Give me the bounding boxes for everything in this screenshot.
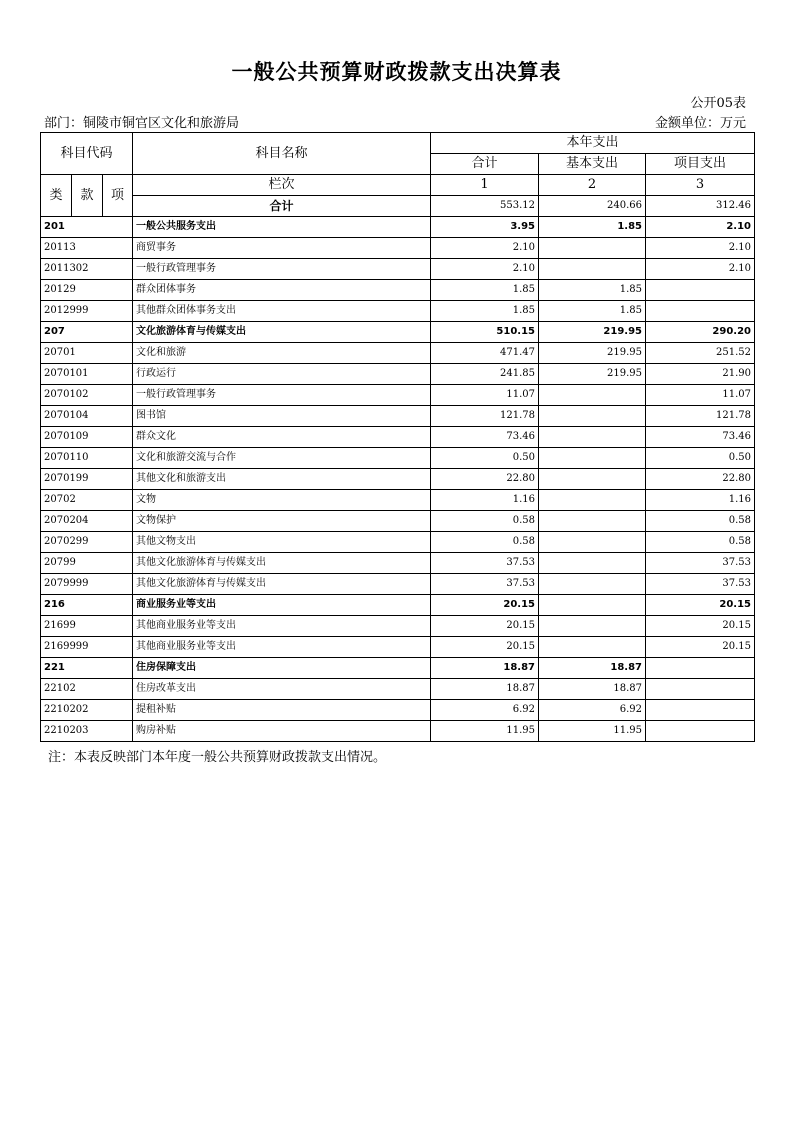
row-project: 22.80 bbox=[646, 469, 755, 490]
row-basic bbox=[539, 595, 646, 616]
row-name: 文物 bbox=[133, 490, 431, 511]
row-project bbox=[646, 700, 755, 721]
row-code: 2070110 bbox=[41, 448, 133, 469]
row-basic bbox=[539, 616, 646, 637]
total-label: 合计 bbox=[133, 196, 431, 217]
header-col-1: 1 bbox=[431, 175, 539, 196]
row-name: 群众团体事务 bbox=[133, 280, 431, 301]
row-basic bbox=[539, 238, 646, 259]
table-row bbox=[41, 406, 755, 427]
total-row bbox=[41, 196, 755, 217]
row-code: 20113 bbox=[41, 238, 133, 259]
table-row bbox=[41, 385, 755, 406]
form-number: 公开05表 bbox=[690, 96, 746, 111]
row-name: 一般公共服务支出 bbox=[133, 217, 431, 238]
header-kuan: 款 bbox=[72, 175, 103, 217]
row-name: 文化旅游体育与传媒支出 bbox=[133, 322, 431, 343]
total-project: 312.46 bbox=[646, 196, 755, 217]
row-basic: 1.85 bbox=[539, 217, 646, 238]
row-basic bbox=[539, 385, 646, 406]
row-project: 1.16 bbox=[646, 490, 755, 511]
table-row bbox=[41, 700, 755, 721]
table-row bbox=[41, 658, 755, 679]
row-name: 其他文化旅游体育与传媒支出 bbox=[133, 574, 431, 595]
row-name: 行政运行 bbox=[133, 364, 431, 385]
row-name: 住房保障支出 bbox=[133, 658, 431, 679]
row-code: 20129 bbox=[41, 280, 133, 301]
header-current-year: 本年支出 bbox=[431, 133, 755, 154]
row-basic bbox=[539, 259, 646, 280]
row-basic: 219.95 bbox=[539, 364, 646, 385]
table-row bbox=[41, 343, 755, 364]
row-name: 一般行政管理事务 bbox=[133, 259, 431, 280]
row-basic: 11.95 bbox=[539, 721, 646, 742]
row-code: 2070102 bbox=[41, 385, 133, 406]
page-title: 一般公共预算财政拨款支出决算表 bbox=[231, 60, 562, 84]
row-total: 20.15 bbox=[431, 595, 539, 616]
row-name: 其他文化和旅游支出 bbox=[133, 469, 431, 490]
row-total: 37.53 bbox=[431, 574, 539, 595]
table-row bbox=[41, 364, 755, 385]
row-name: 提租补贴 bbox=[133, 700, 431, 721]
row-basic bbox=[539, 427, 646, 448]
row-basic: 1.85 bbox=[539, 280, 646, 301]
table-row bbox=[41, 301, 755, 322]
row-project: 2.10 bbox=[646, 217, 755, 238]
row-basic bbox=[539, 574, 646, 595]
row-total: 241.85 bbox=[431, 364, 539, 385]
header-total: 合计 bbox=[431, 154, 539, 175]
row-project bbox=[646, 280, 755, 301]
row-total: 18.87 bbox=[431, 679, 539, 700]
row-project: 290.20 bbox=[646, 322, 755, 343]
table-row bbox=[41, 574, 755, 595]
row-basic: 219.95 bbox=[539, 343, 646, 364]
table-row bbox=[41, 616, 755, 637]
row-code: 2079999 bbox=[41, 574, 133, 595]
footnote: 注：本表反映部门本年度一般公共预算财政拨款支出情况。 bbox=[48, 750, 387, 765]
row-code: 201 bbox=[41, 217, 133, 238]
row-total: 510.15 bbox=[431, 322, 539, 343]
row-code: 22102 bbox=[41, 679, 133, 700]
row-name: 文化和旅游 bbox=[133, 343, 431, 364]
header-col-3: 3 bbox=[646, 175, 755, 196]
row-project: 11.07 bbox=[646, 385, 755, 406]
row-code: 2070299 bbox=[41, 532, 133, 553]
row-code: 21699 bbox=[41, 616, 133, 637]
row-code: 2070101 bbox=[41, 364, 133, 385]
table-row bbox=[41, 721, 755, 742]
row-code: 2210203 bbox=[41, 721, 133, 742]
row-project: 21.90 bbox=[646, 364, 755, 385]
row-basic bbox=[539, 490, 646, 511]
row-name: 其他群众团体事务支出 bbox=[133, 301, 431, 322]
row-project: 73.46 bbox=[646, 427, 755, 448]
table-row bbox=[41, 259, 755, 280]
table-row bbox=[41, 238, 755, 259]
row-basic bbox=[539, 511, 646, 532]
table-row bbox=[41, 322, 755, 343]
total-sum: 553.12 bbox=[431, 196, 539, 217]
table-row bbox=[41, 637, 755, 658]
table-row bbox=[41, 217, 755, 238]
row-total: 0.50 bbox=[431, 448, 539, 469]
row-code: 2070104 bbox=[41, 406, 133, 427]
row-basic: 6.92 bbox=[539, 700, 646, 721]
row-total: 2.10 bbox=[431, 238, 539, 259]
row-project: 20.15 bbox=[646, 616, 755, 637]
row-code: 221 bbox=[41, 658, 133, 679]
row-code: 2070199 bbox=[41, 469, 133, 490]
header-column-label: 栏次 bbox=[133, 175, 431, 196]
row-name: 商业服务业等支出 bbox=[133, 595, 431, 616]
row-name: 其他文物支出 bbox=[133, 532, 431, 553]
expenditure-table bbox=[40, 132, 755, 742]
row-project: 37.53 bbox=[646, 553, 755, 574]
row-project: 2.10 bbox=[646, 259, 755, 280]
row-project bbox=[646, 658, 755, 679]
row-code: 20799 bbox=[41, 553, 133, 574]
row-total: 22.80 bbox=[431, 469, 539, 490]
row-project: 20.15 bbox=[646, 637, 755, 658]
table-row bbox=[41, 427, 755, 448]
table-row bbox=[41, 679, 755, 700]
header-name: 科目名称 bbox=[133, 133, 431, 175]
row-project bbox=[646, 721, 755, 742]
row-code: 2210202 bbox=[41, 700, 133, 721]
row-basic: 1.85 bbox=[539, 301, 646, 322]
row-code: 20701 bbox=[41, 343, 133, 364]
row-total: 3.95 bbox=[431, 217, 539, 238]
row-total: 11.07 bbox=[431, 385, 539, 406]
row-total: 6.92 bbox=[431, 700, 539, 721]
row-basic bbox=[539, 553, 646, 574]
row-project: 0.58 bbox=[646, 511, 755, 532]
row-total: 1.85 bbox=[431, 280, 539, 301]
row-basic bbox=[539, 469, 646, 490]
row-code: 216 bbox=[41, 595, 133, 616]
header-xiang: 项 bbox=[103, 175, 133, 217]
table-row bbox=[41, 532, 755, 553]
row-total: 471.47 bbox=[431, 343, 539, 364]
row-code: 207 bbox=[41, 322, 133, 343]
row-basic: 219.95 bbox=[539, 322, 646, 343]
header-project: 项目支出 bbox=[646, 154, 755, 175]
header-code: 科目代码 bbox=[41, 133, 133, 175]
row-basic bbox=[539, 406, 646, 427]
row-name: 其他商业服务业等支出 bbox=[133, 637, 431, 658]
row-project bbox=[646, 679, 755, 700]
row-code: 2070109 bbox=[41, 427, 133, 448]
table-row bbox=[41, 553, 755, 574]
row-total: 73.46 bbox=[431, 427, 539, 448]
row-name: 其他商业服务业等支出 bbox=[133, 616, 431, 637]
row-name: 图书馆 bbox=[133, 406, 431, 427]
row-project: 121.78 bbox=[646, 406, 755, 427]
row-basic bbox=[539, 532, 646, 553]
table-row bbox=[41, 469, 755, 490]
row-basic bbox=[539, 448, 646, 469]
header-col-2: 2 bbox=[539, 175, 646, 196]
row-name: 文物保护 bbox=[133, 511, 431, 532]
header-basic: 基本支出 bbox=[539, 154, 646, 175]
row-code: 2070204 bbox=[41, 511, 133, 532]
row-total: 37.53 bbox=[431, 553, 539, 574]
row-project: 20.15 bbox=[646, 595, 755, 616]
row-total: 1.16 bbox=[431, 490, 539, 511]
row-total: 0.58 bbox=[431, 511, 539, 532]
row-project: 37.53 bbox=[646, 574, 755, 595]
row-code: 2011302 bbox=[41, 259, 133, 280]
table-row bbox=[41, 280, 755, 301]
table-row bbox=[41, 448, 755, 469]
row-total: 18.87 bbox=[431, 658, 539, 679]
table-row bbox=[41, 490, 755, 511]
row-total: 121.78 bbox=[431, 406, 539, 427]
header-lei: 类 bbox=[41, 175, 72, 217]
row-name: 购房补贴 bbox=[133, 721, 431, 742]
table-row bbox=[41, 595, 755, 616]
row-total: 0.58 bbox=[431, 532, 539, 553]
row-name: 群众文化 bbox=[133, 427, 431, 448]
total-basic: 240.66 bbox=[539, 196, 646, 217]
row-name: 住房改革支出 bbox=[133, 679, 431, 700]
row-total: 20.15 bbox=[431, 637, 539, 658]
row-total: 2.10 bbox=[431, 259, 539, 280]
row-basic: 18.87 bbox=[539, 679, 646, 700]
row-project: 251.52 bbox=[646, 343, 755, 364]
row-basic bbox=[539, 637, 646, 658]
row-basic: 18.87 bbox=[539, 658, 646, 679]
row-total: 1.85 bbox=[431, 301, 539, 322]
row-code: 20702 bbox=[41, 490, 133, 511]
row-code: 2012999 bbox=[41, 301, 133, 322]
row-name: 其他文化旅游体育与传媒支出 bbox=[133, 553, 431, 574]
row-project: 0.50 bbox=[646, 448, 755, 469]
department-label: 部门：铜陵市铜官区文化和旅游局 bbox=[44, 116, 240, 131]
row-project bbox=[646, 301, 755, 322]
row-total: 20.15 bbox=[431, 616, 539, 637]
row-code: 2169999 bbox=[41, 637, 133, 658]
row-name: 一般行政管理事务 bbox=[133, 385, 431, 406]
unit-label: 金额单位：万元 bbox=[654, 116, 746, 131]
row-name: 商贸事务 bbox=[133, 238, 431, 259]
row-name: 文化和旅游交流与合作 bbox=[133, 448, 431, 469]
row-total: 11.95 bbox=[431, 721, 539, 742]
row-project: 2.10 bbox=[646, 238, 755, 259]
row-project: 0.58 bbox=[646, 532, 755, 553]
table-row bbox=[41, 511, 755, 532]
